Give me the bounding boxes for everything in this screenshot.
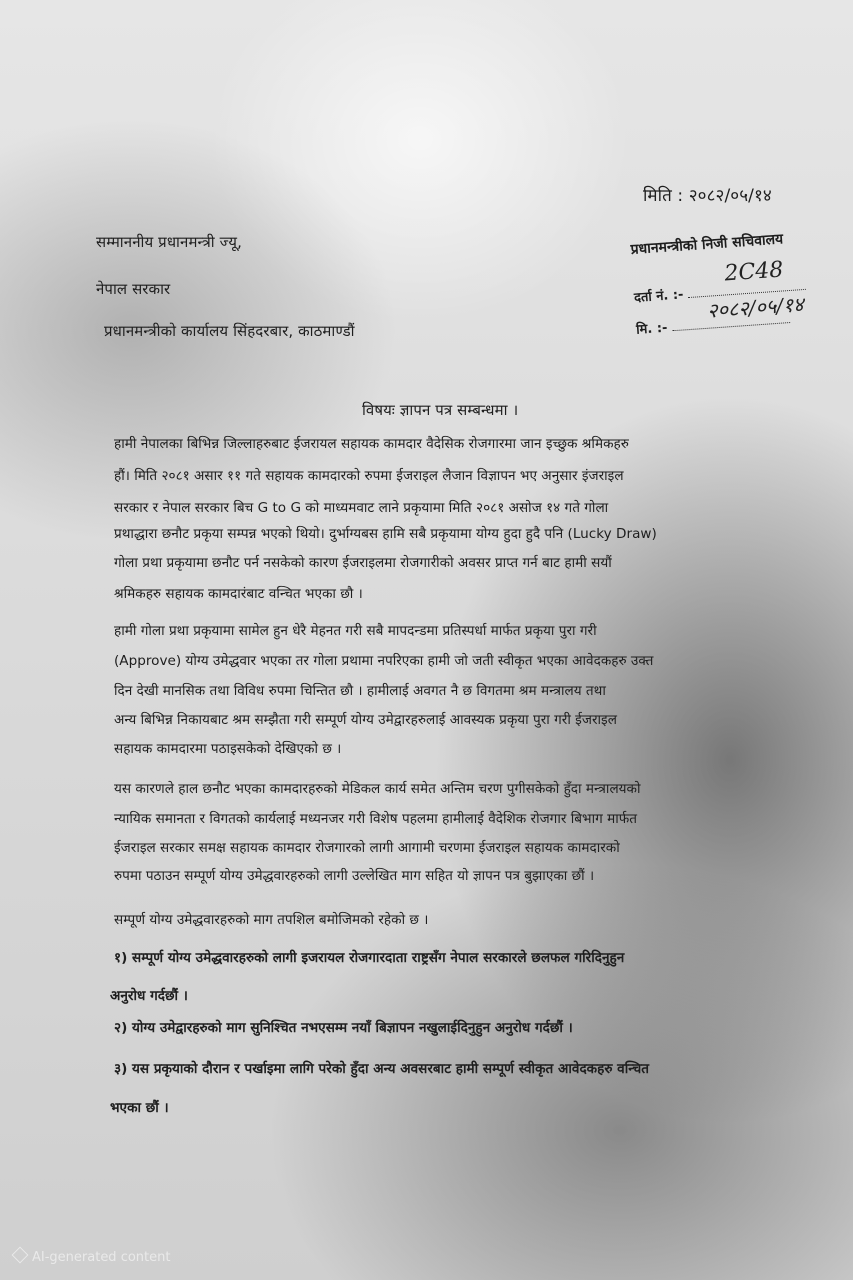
demand-line: ३) यस प्रकृयाको दौरान र पर्खाइमा लागि परेको हुँदा अन्य अवसरबाट हामी सम्पूर्ण स्वीकृत आवेदकहरु वन्चित [114,1061,649,1077]
sparkle-icon [12,1247,29,1264]
stamp-title: प्रधानमन्त्रीको निजी सचिवालय [630,231,784,258]
paragraph-line: हामी नेपालका बिभिन्न जिल्लाहरुबाट ईजरायल सहायक कामदार वैदेसिक रोजगारमा जान इच्छुक श्रमिकहरु [114,436,629,452]
paragraph-line: अन्य बिभिन्न निकायबाट श्रम सम्झैता गरी सम्पूर्ण योग्य उमेद्वारहरुलाई आवस्यक प्रकृया पुरा गरी ईजराइल [114,712,617,728]
demand-line: अनुरोध गर्दछौं । [110,988,188,1004]
letter-subject: विषयः ज्ञापन पत्र सम्बन्धमा । [362,401,519,419]
paragraph-line: यस कारणले हाल छनौट भएका कामदारहरुको मेडिकल कार्य समेत अन्तिम चरण पुगीसकेको हुँदा मन्त्रालयको [114,781,641,797]
stamp-darta-handwritten: 2C48 [723,257,785,287]
paragraph-line: गोला प्रथा प्रकृयामा छनौट पर्न नसकेको कारण ईजराइलमा रोजगारीको अवसर प्राप्त गर्न बाट हामी सयौं [114,555,612,571]
paragraph-line: न्यायिक समानता र विगतको कार्यलाई मध्यनजर गरी विशेष पहलमा हामीलाई वैदेशिक रोजगार बिभाग मार्फत [114,811,637,827]
paragraph-line: सहायक कामदारमा पठाइसकेको देखिएको छ । [114,741,342,757]
address-office: प्रधानमन्त्रीको कार्यालय सिंहदरबार, काठमाण्डौं [104,322,355,340]
demand-line: २) योग्य उमेद्वारहरुको माग सुनिश्चित नभएसम्म नयाँ बिज्ञापन नखुलाईदिनुहुन अनुरोध गर्दछौं । [114,1020,573,1036]
paragraph-line: हौं। मिति २०८१ असार ११ गते सहायक कामदारको रुपमा ईजराइल लैजान विज्ञापन भए अनुसार इंजराइल [114,468,624,484]
paragraph-line: श्रमिकहरु सहायक कामदारंबाट वन्चित भएका छौ । [114,586,363,602]
stamp-miti-label: मि. :- [635,320,668,338]
letter-date: मिति : २०८२/०५/१४ [643,186,772,206]
stamp-darta-label: दर्ता नं. :- [633,287,684,306]
paragraph-line: हामी गोला प्रथा प्रकृयामा सामेल हुन धेरै मेहनत गरी सबै मापदन्डमा प्रतिस्पर्धा मार्फत प्रकृया पुरा गरी [114,623,597,639]
address-recipient: सम्माननीय प्रधानमन्त्री ज्यू, [96,233,242,251]
demand-line: १) सम्पूर्ण योग्य उमेद्धवारहरुको लागी इजरायल रोजगारदाता राष्ट्रसँग नेपाल सरकारले छलफल गरिदिनुहुन [114,950,625,966]
paragraph-line: प्रथाद्धारा छनौट प्रकृया सम्पन्न भएको थियो। दुर्भाग्यबस हामि सबै प्रकृयामा योग्य हुदा हुदै पनि (Lucky Draw) [114,526,657,542]
paragraph-line: सम्पूर्ण योग्य उमेद्धवारहरुको माग तपशिल बमोजिमको रहेको छ । [114,912,429,928]
ai-watermark [14,1249,170,1265]
paragraph-line: (Approve) योग्य उमेद्धवार भएका तर गोला प्रथामा नपरिएका हामी जो जती स्वीकृत भएका आवेदकहरु उक्त [114,653,654,669]
paragraph-line: ईजराइल सरकार समक्ष सहायक कामदार रोजगारको लागी आगामी चरणमा ईजराइल सहायक कामदारको [114,840,620,856]
registration-stamp [630,226,836,340]
paragraph-line: दिन देखी मानसिक तथा विविध रुपमा चिन्तित छौ । हामीलाई अवगत नै छ विगतमा श्रम मन्त्रालय तथा [114,683,606,699]
demand-line: भएका छौं । [110,1100,169,1116]
stamp-miti-handwritten: २०८२/०५/१४ [706,292,805,323]
paragraph-line: रुपमा पठाउन सम्पूर्ण योग्य उमेद्धवारहरुको लागी उल्लेखित माग सहित यो ज्ञापन पत्र बुझाएका छौं । [114,868,595,884]
address-government: नेपाल सरकार [96,280,171,298]
watermark-text: AI-generated content [32,1250,171,1265]
paragraph-line: सरकार र नेपाल सरकार बिच G to G को माध्यमवाट लाने प्रकृयामा मिति २०८१ असोज १४ गते गोला [114,500,609,516]
